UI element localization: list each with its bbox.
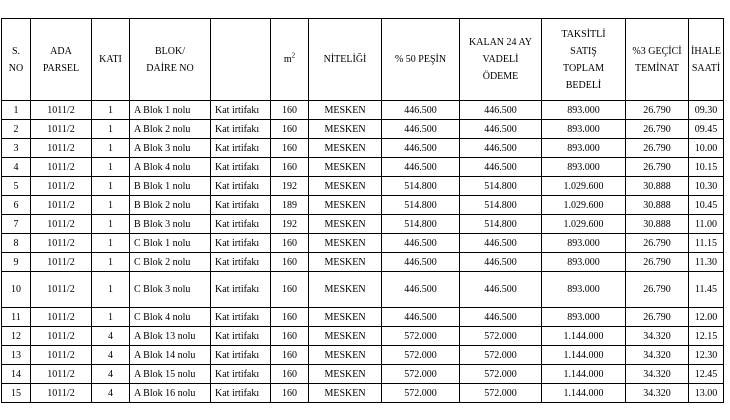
header-teminat: %3 GEÇİCİ TEMİNAT [626,19,689,101]
cell-blok: C Blok 1 nolu [130,234,211,253]
cell-no: 12 [2,327,31,346]
cell-pesin: 446.500 [382,272,460,308]
cell-teminat: 26.790 [626,272,689,308]
cell-kalan: 446.500 [460,101,542,120]
cell-no: 8 [2,234,31,253]
table-row [2,177,724,196]
cell-kalan: 572.000 [460,384,542,403]
cell-blok: C Blok 4 nolu [130,308,211,327]
cell-kati: 1 [92,139,130,158]
cell-niteligi: MESKEN [309,215,382,234]
cell-kalan: 514.800 [460,196,542,215]
cell-type: Kat irtifakı [211,346,271,365]
cell-ada-parsel: 1011/2 [31,346,92,365]
cell-type: Kat irtifakı [211,253,271,272]
table-row [2,139,724,158]
cell-m2: 160 [271,101,309,120]
cell-saat: 12.15 [689,327,724,346]
cell-ada-parsel: 1011/2 [31,177,92,196]
cell-toplam: 1.144.000 [542,365,626,384]
cell-pesin: 514.800 [382,177,460,196]
cell-pesin: 514.800 [382,215,460,234]
header-blok-daire: BLOK/ DAİRE NO [130,19,211,101]
cell-kati: 1 [92,253,130,272]
cell-niteligi: MESKEN [309,253,382,272]
table-row [2,384,724,403]
cell-pesin: 572.000 [382,365,460,384]
cell-saat: 12.45 [689,365,724,384]
cell-saat: 11.45 [689,272,724,308]
cell-niteligi: MESKEN [309,272,382,308]
cell-saat: 12.00 [689,308,724,327]
table-row [2,101,724,120]
table-row [2,215,724,234]
cell-toplam: 1.144.000 [542,384,626,403]
cell-ada-parsel: 1011/2 [31,308,92,327]
cell-toplam: 893.000 [542,308,626,327]
cell-teminat: 30.888 [626,177,689,196]
cell-blok: A Blok 14 nolu [130,346,211,365]
cell-type: Kat irtifakı [211,177,271,196]
cell-pesin: 446.500 [382,234,460,253]
cell-saat: 10.30 [689,177,724,196]
cell-blok: C Blok 2 nolu [130,253,211,272]
cell-no: 1 [2,101,31,120]
cell-kalan: 446.500 [460,308,542,327]
cell-teminat: 26.790 [626,139,689,158]
cell-toplam: 1.144.000 [542,346,626,365]
cell-niteligi: MESKEN [309,139,382,158]
cell-blok: A Blok 15 nolu [130,365,211,384]
cell-kalan: 572.000 [460,365,542,384]
cell-toplam: 893.000 [542,139,626,158]
cell-blok: B Blok 3 nolu [130,215,211,234]
cell-ada-parsel: 1011/2 [31,272,92,308]
cell-type: Kat irtifakı [211,196,271,215]
cell-no: 7 [2,215,31,234]
table-row [2,327,724,346]
cell-pesin: 572.000 [382,327,460,346]
cell-m2: 160 [271,158,309,177]
cell-pesin: 514.800 [382,196,460,215]
cell-teminat: 30.888 [626,196,689,215]
cell-ada-parsel: 1011/2 [31,253,92,272]
cell-kati: 1 [92,272,130,308]
cell-m2: 189 [271,196,309,215]
cell-kalan: 572.000 [460,346,542,365]
cell-no: 14 [2,365,31,384]
cell-no: 2 [2,120,31,139]
cell-type: Kat irtifakı [211,384,271,403]
cell-saat: 10.15 [689,158,724,177]
cell-kati: 1 [92,177,130,196]
cell-niteligi: MESKEN [309,196,382,215]
cell-type: Kat irtifakı [211,139,271,158]
cell-kati: 1 [92,234,130,253]
cell-no: 15 [2,384,31,403]
cell-type: Kat irtifakı [211,234,271,253]
table-header [2,19,724,101]
header-m2: $m^2$ [271,19,309,101]
cell-toplam: 1.029.600 [542,177,626,196]
cell-kalan: 514.800 [460,177,542,196]
cell-ada-parsel: 1011/2 [31,327,92,346]
cell-type: Kat irtifakı [211,215,271,234]
cell-type: Kat irtifakı [211,158,271,177]
header-blank [211,19,271,101]
cell-saat: 10.45 [689,196,724,215]
cell-no: 11 [2,308,31,327]
cell-kati: 1 [92,120,130,139]
cell-pesin: 572.000 [382,384,460,403]
cell-m2: 160 [271,272,309,308]
header-niteligi: NİTELİĞİ [309,19,382,101]
cell-toplam: 1.029.600 [542,215,626,234]
cell-no: 3 [2,139,31,158]
cell-kalan: 446.500 [460,158,542,177]
cell-kati: 1 [92,158,130,177]
cell-ada-parsel: 1011/2 [31,365,92,384]
cell-kati: 4 [92,346,130,365]
cell-saat: 11.30 [689,253,724,272]
cell-kalan: 514.800 [460,215,542,234]
cell-ada-parsel: 1011/2 [31,215,92,234]
cell-kati: 4 [92,327,130,346]
cell-blok: B Blok 2 nolu [130,196,211,215]
cell-teminat: 34.320 [626,365,689,384]
cell-blok: A Blok 3 nolu [130,139,211,158]
cell-kalan: 446.500 [460,120,542,139]
cell-niteligi: MESKEN [309,120,382,139]
table-row [2,253,724,272]
table-row [2,196,724,215]
cell-m2: 160 [271,308,309,327]
cell-saat: 09.30 [689,101,724,120]
cell-no: 6 [2,196,31,215]
header-kati: KATI [92,19,130,101]
cell-ada-parsel: 1011/2 [31,120,92,139]
cell-m2: 192 [271,177,309,196]
cell-no: 5 [2,177,31,196]
header-ihale: İHALE SAATİ [689,19,724,101]
cell-saat: 11.00 [689,215,724,234]
cell-pesin: 572.000 [382,346,460,365]
cell-kalan: 446.500 [460,234,542,253]
cell-toplam: 893.000 [542,272,626,308]
cell-teminat: 34.320 [626,346,689,365]
cell-type: Kat irtifakı [211,365,271,384]
cell-teminat: 26.790 [626,120,689,139]
cell-kati: 1 [92,308,130,327]
cell-teminat: 26.790 [626,253,689,272]
cell-pesin: 446.500 [382,120,460,139]
cell-blok: A Blok 1 nolu [130,101,211,120]
cell-pesin: 446.500 [382,253,460,272]
cell-kalan: 446.500 [460,272,542,308]
cell-pesin: 446.500 [382,139,460,158]
cell-blok: A Blok 13 nolu [130,327,211,346]
cell-m2: 160 [271,346,309,365]
cell-niteligi: MESKEN [309,346,382,365]
cell-blok: B Blok 1 nolu [130,177,211,196]
cell-ada-parsel: 1011/2 [31,384,92,403]
cell-niteligi: MESKEN [309,308,382,327]
header-kalan: KALAN 24 AY VADELİ ÖDEME [460,19,542,101]
cell-kalan: 446.500 [460,253,542,272]
cell-ada-parsel: 1011/2 [31,101,92,120]
cell-m2: 160 [271,139,309,158]
cell-type: Kat irtifakı [211,101,271,120]
cell-kati: 4 [92,365,130,384]
cell-teminat: 30.888 [626,215,689,234]
property-auction-table [1,18,724,403]
cell-toplam: 893.000 [542,158,626,177]
cell-kalan: 446.500 [460,139,542,158]
cell-blok: A Blok 4 nolu [130,158,211,177]
table-row [2,346,724,365]
cell-toplam: 893.000 [542,101,626,120]
cell-kati: 1 [92,101,130,120]
cell-saat: 10.00 [689,139,724,158]
cell-kati: 1 [92,196,130,215]
cell-m2: 160 [271,327,309,346]
cell-ada-parsel: 1011/2 [31,196,92,215]
cell-niteligi: MESKEN [309,365,382,384]
cell-toplam: 893.000 [542,234,626,253]
table-row [2,120,724,139]
cell-ada-parsel: 1011/2 [31,139,92,158]
cell-blok: A Blok 2 nolu [130,120,211,139]
cell-toplam: 1.144.000 [542,327,626,346]
header-taksitli: TAKSİTLİ SATIŞ TOPLAM BEDELİ [542,19,626,101]
cell-niteligi: MESKEN [309,327,382,346]
cell-ada-parsel: 1011/2 [31,234,92,253]
table-row [2,308,724,327]
cell-no: 4 [2,158,31,177]
cell-teminat: 34.320 [626,384,689,403]
cell-saat: 13.00 [689,384,724,403]
table-row [2,234,724,253]
cell-type: Kat irtifakı [211,327,271,346]
table-row [2,158,724,177]
cell-kati: 4 [92,384,130,403]
cell-saat: 11.15 [689,234,724,253]
cell-ada-parsel: 1011/2 [31,158,92,177]
cell-no: 10 [2,272,31,308]
header-row [2,19,724,101]
cell-type: Kat irtifakı [211,272,271,308]
cell-type: Kat irtifakı [211,308,271,327]
table-row [2,272,724,308]
cell-m2: 160 [271,365,309,384]
cell-m2: 160 [271,253,309,272]
cell-niteligi: MESKEN [309,234,382,253]
cell-saat: 12.30 [689,346,724,365]
cell-m2: 160 [271,120,309,139]
cell-m2: 160 [271,234,309,253]
cell-saat: 09.45 [689,120,724,139]
cell-teminat: 34.320 [626,327,689,346]
cell-type: Kat irtifakı [211,120,271,139]
cell-niteligi: MESKEN [309,158,382,177]
cell-blok: A Blok 16 nolu [130,384,211,403]
cell-m2: 192 [271,215,309,234]
table-body [2,101,724,403]
cell-teminat: 26.790 [626,234,689,253]
cell-no: 13 [2,346,31,365]
cell-niteligi: MESKEN [309,177,382,196]
cell-no: 9 [2,253,31,272]
cell-kalan: 572.000 [460,327,542,346]
cell-teminat: 26.790 [626,101,689,120]
cell-teminat: 26.790 [626,158,689,177]
cell-pesin: 446.500 [382,158,460,177]
cell-blok: C Blok 3 nolu [130,272,211,308]
table-row [2,365,724,384]
header-ada-parsel: ADA PARSEL [31,19,92,101]
cell-kati: 1 [92,215,130,234]
cell-pesin: 446.500 [382,308,460,327]
cell-toplam: 1.029.600 [542,196,626,215]
cell-toplam: 893.000 [542,120,626,139]
header-sno: S. NO [2,19,31,101]
header-pesin: % 50 PEŞİN [382,19,460,101]
cell-niteligi: MESKEN [309,101,382,120]
cell-niteligi: MESKEN [309,384,382,403]
cell-toplam: 893.000 [542,253,626,272]
cell-pesin: 446.500 [382,101,460,120]
cell-teminat: 26.790 [626,308,689,327]
cell-m2: 160 [271,384,309,403]
